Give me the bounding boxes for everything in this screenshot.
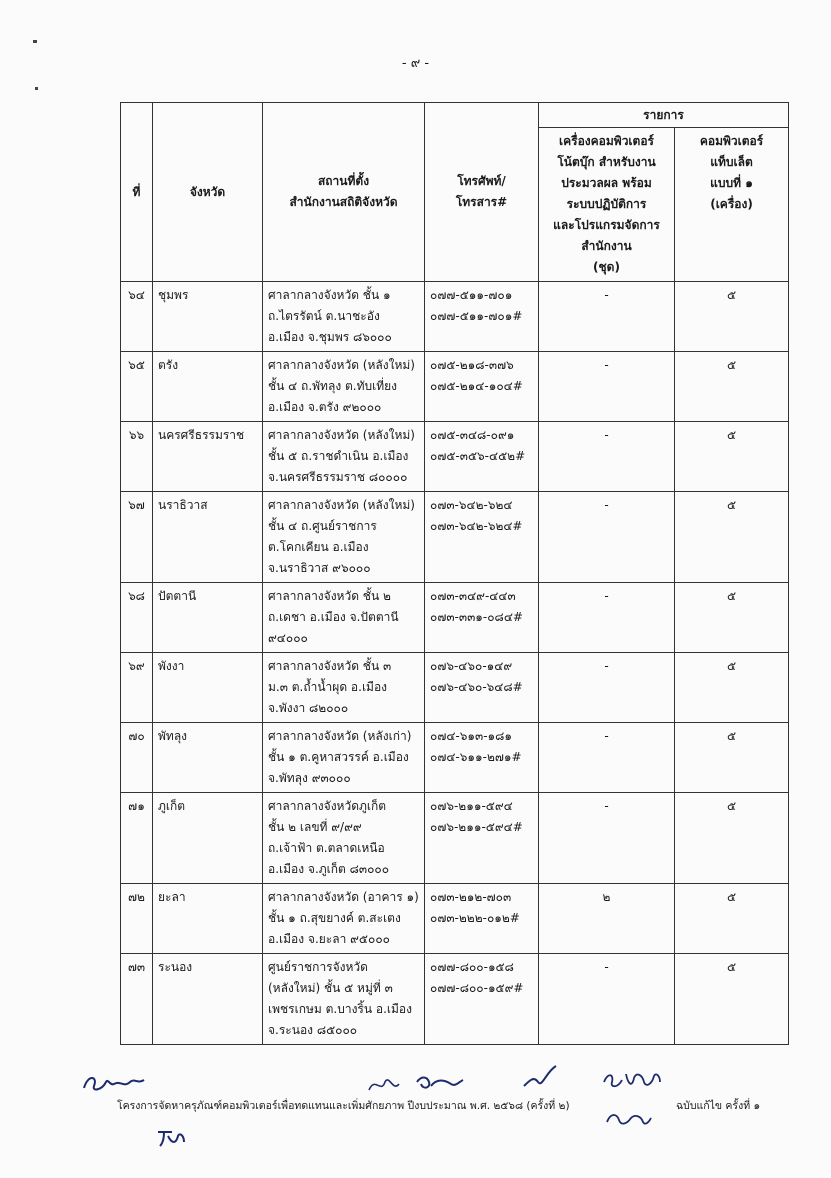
row-phone bbox=[425, 583, 539, 653]
row-phone bbox=[425, 723, 539, 793]
row-tablet-qty: ๕ bbox=[675, 492, 789, 583]
location-line: ต.โคกเคียน อ.เมือง bbox=[268, 540, 369, 554]
row-notebook-qty: - bbox=[539, 723, 675, 793]
phone-line: ๐๗๓-๒๑๒-๗๐๓ bbox=[430, 890, 512, 904]
table-body bbox=[121, 282, 789, 1045]
phone-line: ๐๗๗-๕๑๑-๗๐๑# bbox=[430, 309, 523, 323]
row-notebook-qty: - bbox=[539, 583, 675, 653]
row-notebook-qty: - bbox=[539, 352, 675, 422]
location-line: ศาลากลางจังหวัด (หลังใหม่) bbox=[268, 498, 415, 512]
header-tablet: คอมพิวเตอร์ แท็บเล็ต แบบที่ ๑ (เครื่อง) bbox=[675, 128, 789, 282]
location-line: ชั้น ๒ เลขที่ ๙/๙๙ bbox=[268, 820, 362, 834]
location-line: ชั้น ๑ ถ.สุขยางค์ ต.สะเตง bbox=[268, 911, 401, 925]
table-row bbox=[121, 954, 789, 1045]
row-tablet-qty: ๕ bbox=[675, 653, 789, 723]
row-phone bbox=[425, 884, 539, 954]
location-line: ศาลากลางจังหวัด ชั้น ๓ bbox=[268, 659, 392, 673]
row-phone bbox=[425, 352, 539, 422]
location-line: ศาลากลางจังหวัด (หลังใหม่) bbox=[268, 428, 415, 442]
row-province: พังงา bbox=[153, 653, 263, 723]
row-number: ๖๙ bbox=[121, 653, 153, 723]
row-number: ๗๐ bbox=[121, 723, 153, 793]
location-line: ชั้น ๕ ถ.ราชดำเนิน อ.เมือง bbox=[268, 449, 409, 463]
phone-line: ๐๗๕-๒๑๔-๑๐๔# bbox=[430, 379, 523, 393]
location-line: ศาลากลางจังหวัด ชั้น ๒ bbox=[268, 589, 391, 603]
page-number: - ๙ - bbox=[401, 56, 430, 71]
header-notebook: เครื่องคอมพิวเตอร์ โน้ตบุ๊ก สำหรับงาน ประมวลผล พร้อม ระบบปฏิบัติการ และโปรแกรมจัดการ สำนักงาน (ชุด) bbox=[539, 128, 675, 282]
location-line: ม.๓ ต.ถ้ำน้ำผุด อ.เมือง bbox=[268, 680, 388, 694]
location-line: ศาลากลางจังหวัดภูเก็ต bbox=[268, 799, 387, 813]
signature-5 bbox=[603, 1108, 653, 1130]
location-line: จ.นราธิวาส ๙๖๐๐๐ bbox=[268, 561, 371, 575]
row-location bbox=[263, 352, 425, 422]
row-number: ๖๔ bbox=[121, 282, 153, 352]
location-line: เพชรเกษม ต.บางริ้น อ.เมือง bbox=[268, 1002, 412, 1016]
row-number: ๖๘ bbox=[121, 583, 153, 653]
phone-line: ๐๗๔-๖๑๓-๑๘๑ bbox=[430, 729, 513, 743]
row-location bbox=[263, 422, 425, 492]
row-location bbox=[263, 884, 425, 954]
row-province: ยะลา bbox=[153, 884, 263, 954]
location-line: ถ.ไตรรัตน์ ต.นาชะอัง bbox=[268, 309, 380, 323]
row-number: ๖๖ bbox=[121, 422, 153, 492]
row-province: ระนอง bbox=[153, 954, 263, 1045]
row-tablet-qty: ๕ bbox=[675, 793, 789, 884]
row-location bbox=[263, 583, 425, 653]
row-number: ๗๒ bbox=[121, 884, 153, 954]
table-row bbox=[121, 282, 789, 352]
row-notebook-qty: ๒ bbox=[539, 884, 675, 954]
phone-line: ๐๗๖-๒๑๑-๕๙๔# bbox=[430, 820, 523, 834]
row-province: ตรัง bbox=[153, 352, 263, 422]
row-tablet-qty: ๕ bbox=[675, 422, 789, 492]
phone-line: ๐๗๕-๓๕๖-๔๕๒# bbox=[430, 449, 526, 463]
row-phone bbox=[425, 653, 539, 723]
row-tablet-qty: ๕ bbox=[675, 884, 789, 954]
table-header bbox=[121, 103, 789, 282]
phone-line: ๐๗๓-๒๒๒-๐๑๒# bbox=[430, 911, 520, 925]
row-province: ชุมพร bbox=[153, 282, 263, 352]
phone-line: ๐๗๖-๒๑๑-๕๙๔ bbox=[430, 799, 513, 813]
footer-project-text: โครงการจัดหาครุภัณฑ์คอมพิวเตอร์เพื่อทดแทนและเพิ่มศักยภาพ ปีงบประมาณ พ.ศ. ๒๕๖๘ (ครั้งที่ ๒) bbox=[117, 1100, 570, 1112]
location-line: ๙๔๐๐๐ bbox=[268, 631, 308, 645]
header-province: จังหวัด bbox=[153, 103, 263, 282]
location-line: ชั้น ๔ ถ.พัทลุง ต.ทับเที่ยง bbox=[268, 379, 398, 393]
row-phone bbox=[425, 492, 539, 583]
phone-line: ๐๗๔-๖๑๑-๒๗๑# bbox=[430, 750, 522, 764]
phone-line: ๐๗๓-๓๓๑-๐๘๔# bbox=[430, 610, 523, 624]
header-no: ที่ bbox=[121, 103, 153, 282]
location-line: ถ.เดชา อ.เมือง จ.ปัตตานี bbox=[268, 610, 399, 624]
signature-4 bbox=[600, 1066, 664, 1094]
row-tablet-qty: ๕ bbox=[675, 954, 789, 1045]
scan-speck bbox=[33, 40, 37, 43]
row-notebook-qty: - bbox=[539, 954, 675, 1045]
location-line: จ.ระนอง ๘๕๐๐๐ bbox=[268, 1023, 358, 1037]
phone-line: ๐๗๗-๘๐๐-๑๕๙# bbox=[430, 981, 524, 995]
row-tablet-qty: ๕ bbox=[675, 723, 789, 793]
location-line: ศาลากลางจังหวัด (หลังเก่า) bbox=[268, 729, 412, 743]
phone-line: ๐๗๓-๖๔๒-๖๒๔ bbox=[430, 498, 513, 512]
row-province: นราธิวาส bbox=[153, 492, 263, 583]
location-line: ศูนย์ราชการจังหวัด bbox=[268, 960, 368, 974]
phone-line: ๐๗๗-๕๑๑-๗๐๑ bbox=[430, 288, 513, 302]
row-location bbox=[263, 723, 425, 793]
table-row bbox=[121, 653, 789, 723]
table-row bbox=[121, 583, 789, 653]
row-notebook-qty: - bbox=[539, 793, 675, 884]
row-province: นครศรีธรรมราช bbox=[153, 422, 263, 492]
location-line: ชั้น ๔ ถ.ศูนย์ราชการ bbox=[268, 519, 377, 533]
table-row bbox=[121, 723, 789, 793]
row-number: ๖๗ bbox=[121, 492, 153, 583]
location-line: ถ.เจ้าฟ้า ต.ตลาดเหนือ bbox=[268, 841, 385, 855]
phone-line: ๐๗๗-๘๐๐-๑๕๘ bbox=[430, 960, 514, 974]
row-phone bbox=[425, 282, 539, 352]
scan-speck bbox=[35, 87, 38, 90]
location-line: ศาลากลางจังหวัด ชั้น ๑ bbox=[268, 288, 391, 302]
computer-allocation-table bbox=[120, 102, 789, 1045]
location-line: จ.นครศรีธรรมราช ๘๐๐๐๐ bbox=[268, 470, 408, 484]
phone-line: ๐๗๖-๔๖๐-๖๔๘# bbox=[430, 680, 523, 694]
table-row bbox=[121, 422, 789, 492]
location-line: อ.เมือง จ.ภูเก็ต ๘๓๐๐๐ bbox=[268, 862, 390, 876]
location-line: อ.เมือง จ.ยะลา ๙๕๐๐๐ bbox=[268, 932, 390, 946]
phone-line: ๐๗๓-๓๔๙-๔๔๓ bbox=[430, 589, 516, 603]
phone-line: ๐๗๕-๓๔๘-๐๙๑ bbox=[430, 428, 515, 442]
row-location bbox=[263, 492, 425, 583]
phone-line: ๐๗๕-๒๑๘-๓๗๖ bbox=[430, 358, 514, 372]
table-row bbox=[121, 793, 789, 884]
location-line: ศาลากลางจังหวัด (อาคาร ๑) bbox=[268, 890, 419, 904]
row-location bbox=[263, 653, 425, 723]
footer-revision-text: ฉบับแก้ไข ครั้งที่ ๑ bbox=[676, 1100, 761, 1112]
location-line: อ.เมือง จ.ตรัง ๙๒๐๐๐ bbox=[268, 400, 382, 414]
location-line: (หลังใหม่) ชั้น ๕ หมู่ที่ ๓ bbox=[268, 981, 393, 995]
location-line: จ.พัทลุง ๙๓๐๐๐ bbox=[268, 771, 351, 785]
phone-line: ๐๗๓-๖๔๒-๖๒๔# bbox=[430, 519, 523, 533]
phone-line: ๐๗๖-๔๖๐-๑๔๙ bbox=[430, 659, 513, 673]
row-phone bbox=[425, 422, 539, 492]
row-phone bbox=[425, 954, 539, 1045]
row-number: ๖๕ bbox=[121, 352, 153, 422]
row-province: ปัตตานี bbox=[153, 583, 263, 653]
row-notebook-qty: - bbox=[539, 492, 675, 583]
row-province: พัทลุง bbox=[153, 723, 263, 793]
row-notebook-qty: - bbox=[539, 422, 675, 492]
signature-2 bbox=[365, 1068, 465, 1100]
row-location bbox=[263, 793, 425, 884]
row-phone bbox=[425, 793, 539, 884]
row-tablet-qty: ๕ bbox=[675, 282, 789, 352]
location-line: ชั้น ๑ ต.คูหาสวรรค์ อ.เมือง bbox=[268, 750, 409, 764]
table-row bbox=[121, 352, 789, 422]
table-row bbox=[121, 884, 789, 954]
row-number: ๗๑ bbox=[121, 793, 153, 884]
header-location: สถานที่ตั้ง สำนักงานสถิติจังหวัด bbox=[263, 103, 425, 282]
location-line: จ.พังงา ๘๒๐๐๐ bbox=[268, 701, 349, 715]
row-notebook-qty: - bbox=[539, 282, 675, 352]
location-line: อ.เมือง จ.ชุมพร ๘๖๐๐๐ bbox=[268, 330, 392, 344]
signature-6 bbox=[154, 1124, 188, 1150]
row-tablet-qty: ๕ bbox=[675, 352, 789, 422]
header-phone: โทรศัพท์/ โทรสาร# bbox=[425, 103, 539, 282]
location-line: ศาลากลางจังหวัด (หลังใหม่) bbox=[268, 358, 415, 372]
signature-1 bbox=[80, 1068, 150, 1098]
table-row bbox=[121, 492, 789, 583]
signature-3 bbox=[520, 1062, 560, 1092]
row-province: ภูเก็ต bbox=[153, 793, 263, 884]
row-notebook-qty: - bbox=[539, 653, 675, 723]
row-location bbox=[263, 954, 425, 1045]
row-tablet-qty: ๕ bbox=[675, 583, 789, 653]
row-number: ๗๓ bbox=[121, 954, 153, 1045]
row-location bbox=[263, 282, 425, 352]
header-items: รายการ bbox=[539, 103, 789, 128]
